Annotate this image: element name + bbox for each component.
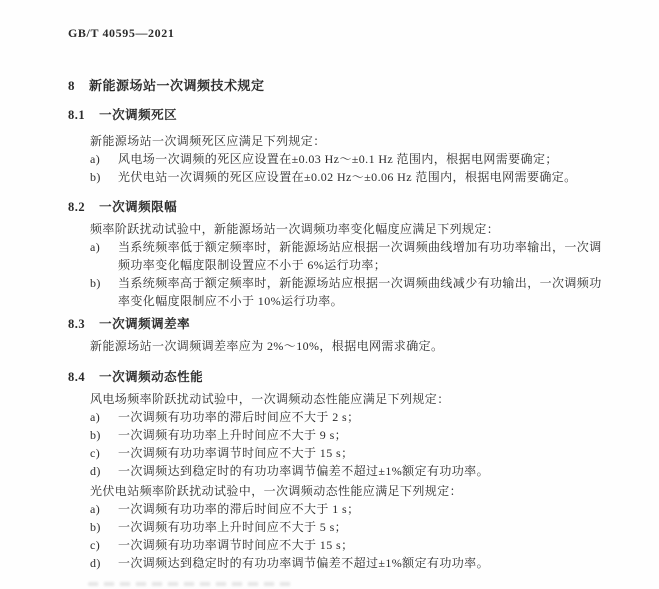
list-item [90, 426, 612, 444]
list-item-marker: a) [90, 152, 101, 166]
list-item-marker: a) [90, 240, 101, 254]
list-item-text: 一次调频有功功率的滞后时间应不大于 1 s； [118, 502, 360, 516]
section-8-1-list [90, 150, 612, 186]
list-item-text: 光伏电站一次调频的死区应设置在±0.02 Hz～±0.06 Hz 范围内，根据电网需要确定。 [118, 170, 577, 184]
list-item [90, 168, 612, 186]
section-number: 8.3 [68, 317, 86, 331]
list-item [90, 444, 612, 462]
list-item-marker: c) [90, 446, 101, 460]
list-item-marker: b) [90, 276, 101, 290]
list-item [90, 518, 612, 536]
list-item [90, 462, 612, 480]
section-heading-8-1 [68, 105, 177, 123]
list-item [90, 554, 612, 572]
list-item [90, 274, 612, 310]
list-item-text: 一次调频达到稳定时的有功功率调节偏差不超过±1%额定有功功率。 [118, 464, 489, 478]
section-title: 一次调频动态性能 [99, 370, 204, 384]
chapter-title: 新能源场站一次调频技术规定 [89, 78, 265, 93]
list-item-marker: c) [90, 538, 101, 552]
list-item-marker: b) [90, 520, 101, 534]
list-item-marker: b) [90, 170, 101, 184]
list-item-text: 一次调频有功功率的滞后时间应不大于 2 s； [118, 410, 360, 424]
section-heading-8-2 [68, 197, 177, 215]
list-item-text: 风电场一次调频的死区应设置在±0.03 Hz～±0.1 Hz 范围内，根据电网需要确定； [118, 152, 558, 166]
section-8-3-body: 新能源场站一次调频调差率应为 2%～10%，根据电网需求确定。 [90, 339, 444, 353]
section-heading-8-3 [68, 314, 190, 332]
cutoff-next-line-remnant [88, 582, 293, 586]
chapter-number: 8 [68, 78, 75, 93]
list-item-marker: a) [90, 410, 101, 424]
section-8-2-list [90, 238, 612, 310]
list-item-text: 一次调频有功功率上升时间应不大于 5 s； [118, 520, 348, 534]
doc-code: GB/T 40595—2021 [68, 26, 175, 40]
list-item-marker: d) [90, 556, 101, 570]
pv-station-intro: 光伏电站频率阶跃扰动试验中，一次调频动态性能应满足下列规定： [90, 484, 463, 498]
section-number: 8.2 [68, 200, 86, 214]
list-item-marker: a) [90, 502, 101, 516]
list-item-marker: b) [90, 428, 101, 442]
pv-station-list [90, 500, 612, 572]
section-title: 一次调频死区 [99, 108, 178, 122]
section-number: 8.1 [68, 108, 86, 122]
list-item-text: 一次调频达到稳定时的有功功率调节偏差不超过±1%额定有功功率。 [118, 556, 489, 570]
list-item-text: 一次调频有功功率上升时间应不大于 9 s； [118, 428, 348, 442]
wind-farm-list [90, 408, 612, 480]
list-item-marker: d) [90, 464, 101, 478]
list-item [90, 408, 612, 426]
list-item-text: 当系统频率低于额定频率时，新能源场站应根据一次调频曲线增加有功功率输出，一次调频功率变化幅度限制设置应不小于 6%运行功率； [118, 240, 602, 272]
list-item [90, 238, 612, 274]
list-item [90, 150, 612, 168]
section-8-2-intro: 频率阶跃扰动试验中，新能源场站一次调频功率变化幅度应满足下列规定： [90, 222, 500, 236]
list-item [90, 500, 612, 518]
section-number: 8.4 [68, 370, 86, 384]
section-8-1-intro: 新能源场站一次调频死区应满足下列规定： [90, 134, 326, 148]
list-item-text: 当系统频率高于额定频率时，新能源场站应根据一次调频曲线减少有功输出，一次调频功率变化幅度限制应不小于 10%运行功率。 [118, 276, 602, 308]
chapter-heading [68, 75, 265, 94]
section-heading-8-4 [68, 367, 203, 385]
list-item-text: 一次调频有功功率调节时间应不大于 15 s； [118, 446, 354, 460]
list-item [90, 536, 612, 554]
wind-farm-intro: 风电场频率阶跃扰动试验中，一次调频动态性能应满足下列规定： [90, 392, 450, 406]
list-item-text: 一次调频有功功率调节时间应不大于 15 s； [118, 538, 354, 552]
section-title: 一次调频限幅 [99, 200, 178, 214]
section-title: 一次调频调差率 [99, 317, 191, 331]
